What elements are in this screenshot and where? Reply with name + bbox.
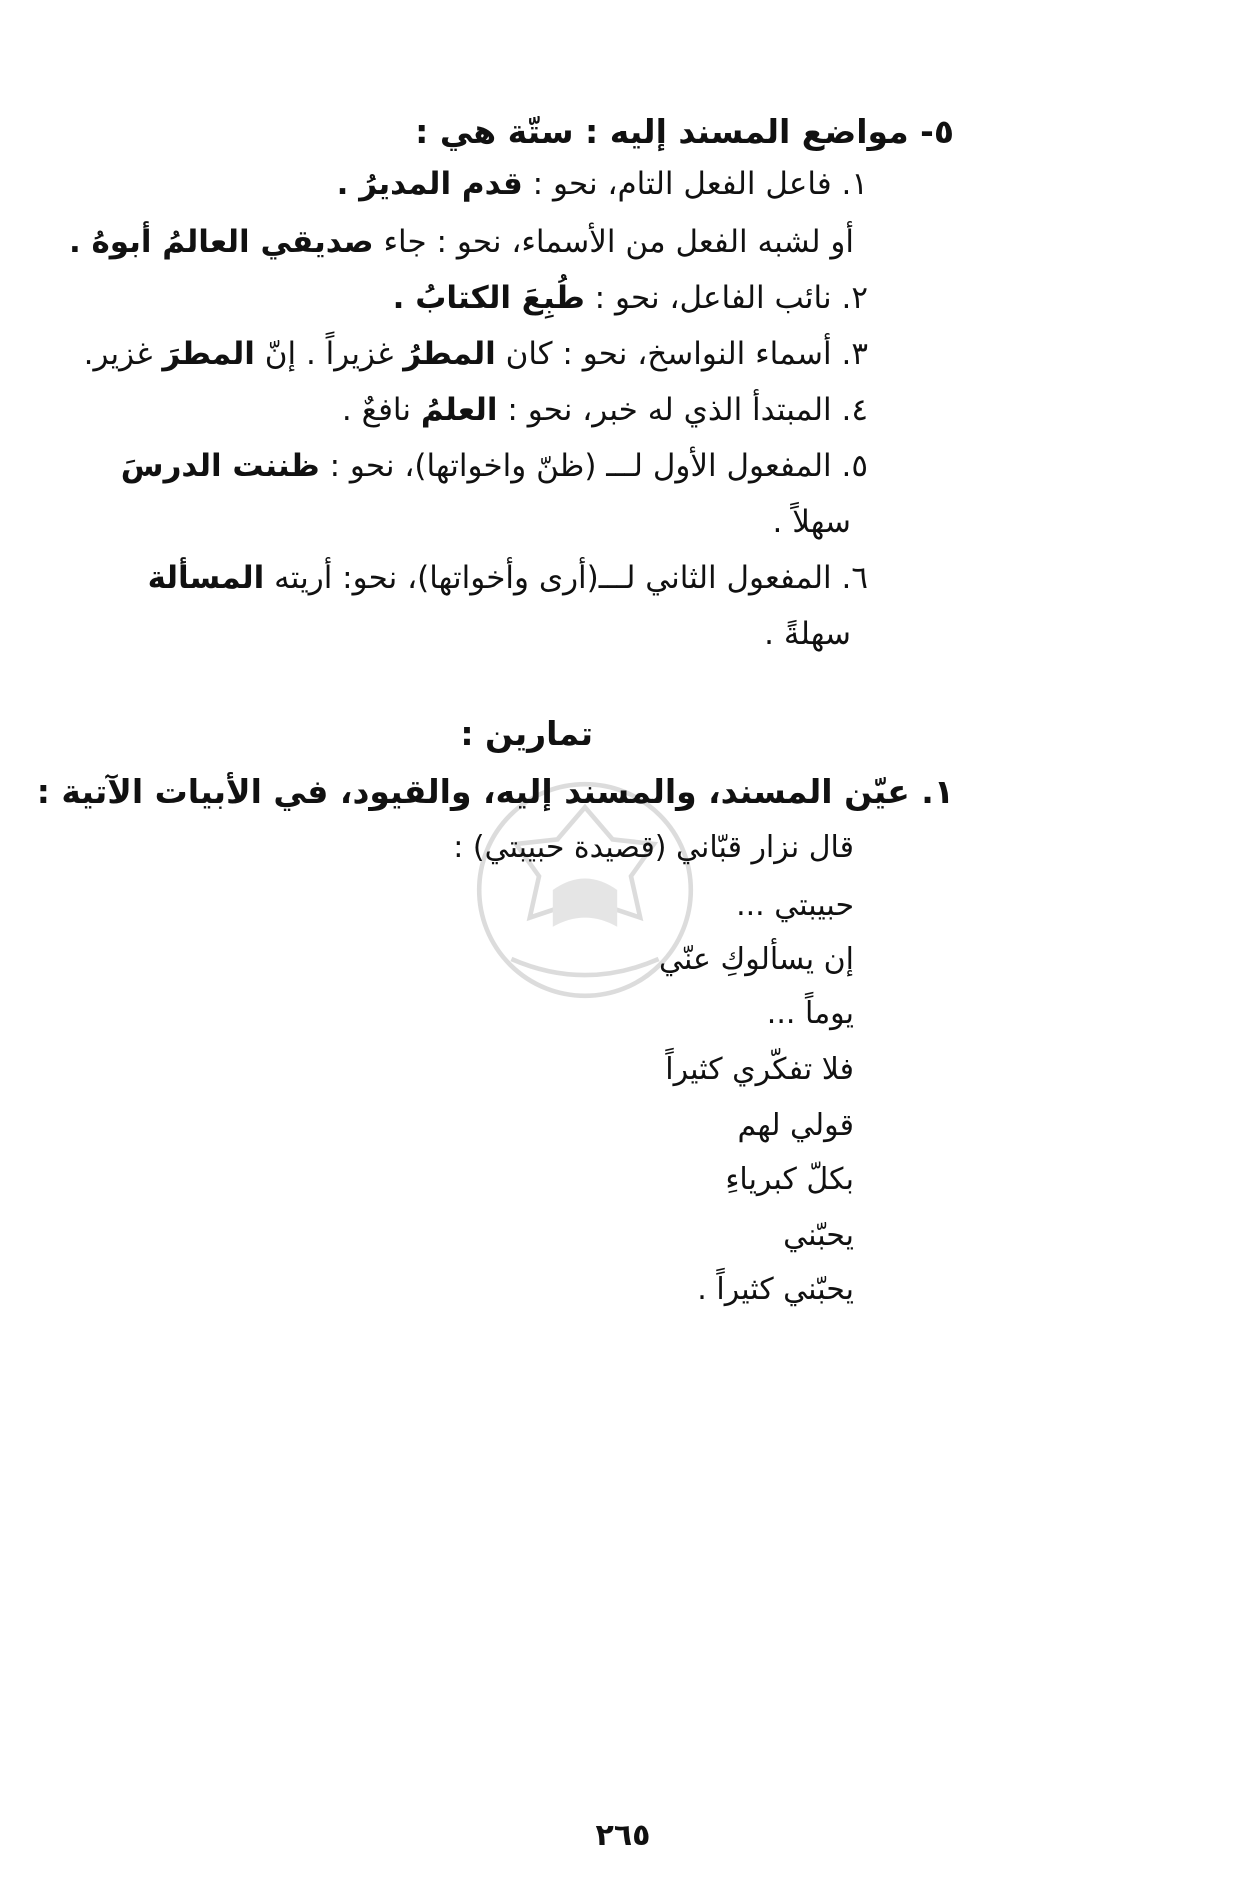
item-5-text: ٥. المفعول الأول لـــ (ظنّ واخواتها)، نحو : xyxy=(319,448,868,484)
poem-intro: قال نزار قبّاني (قصيدة حبيبتي) : xyxy=(453,830,854,865)
item-3-example-1: المطرُ xyxy=(403,336,496,372)
poem-line: يحبّني xyxy=(783,1218,854,1253)
item-6-example: المسألة xyxy=(147,560,265,596)
item-1-text: ١. فاعل الفعل التام، نحو : xyxy=(522,166,868,202)
item-3 xyxy=(84,336,868,373)
poem-line: يوماً ... xyxy=(766,996,854,1031)
item-1 xyxy=(337,166,868,203)
item-3-example-2: المطرَ xyxy=(162,336,255,372)
item-5-example: ظننت الدرسَ xyxy=(120,448,320,484)
item-3-text: ٣. أسماء النواسخ، نحو : كان xyxy=(495,336,868,372)
item-5-continuation: سهلاً . xyxy=(772,504,851,540)
page-number: ٢٦٥ xyxy=(595,1818,651,1853)
item-5 xyxy=(121,448,868,485)
section-heading: ٥- مواضع المسند إليه : ستّة هي : xyxy=(415,112,954,151)
item-1-example: قدم المديرُ . xyxy=(336,166,523,202)
item-6-text: ٦. المفعول الثاني لـــ(أرى وأخواتها)، نحو: أريته xyxy=(264,560,868,596)
item-6-continuation: سهلةً . xyxy=(764,616,851,652)
item-3-text-mid: غزيراً . إنّ xyxy=(254,336,404,372)
item-4-text: ٤. المبتدأ الذي له خبر، نحو : xyxy=(497,392,868,428)
poem-line: يحبّني كثيراً . xyxy=(697,1272,854,1307)
item-1-continuation xyxy=(69,224,854,261)
item-4 xyxy=(342,392,868,429)
item-6 xyxy=(148,560,868,597)
item-1-cont-example: صديقي العالمُ أبوهُ . xyxy=(68,224,374,260)
exercises-title: تمارين : xyxy=(460,714,593,753)
poem-line: حبيبتي ... xyxy=(736,888,854,923)
poem-line: إن يسألوكِ عنّي xyxy=(658,942,854,977)
item-4-text-tail: نافعٌ . xyxy=(341,392,421,428)
exercise-question-1: ١. عيّن المسند، والمسند إليه، والقيود، في الأبيات الآتية : xyxy=(36,772,954,811)
poem-line: قولي لهم xyxy=(737,1108,854,1143)
item-4-example: العلمُ xyxy=(420,392,498,428)
item-2-example: طُبِعَ الكتابُ . xyxy=(392,280,585,316)
item-1-cont-text: أو لشبه الفعل من الأسماء، نحو : جاء xyxy=(373,224,854,260)
poem-line: فلا تفكّري كثيراً xyxy=(665,1052,854,1087)
poem-line: بكلّ كبرياءِ xyxy=(725,1162,854,1197)
item-2-text: ٢. نائب الفاعل، نحو : xyxy=(584,280,868,316)
item-2 xyxy=(393,280,868,317)
item-3-text-tail: غزير. xyxy=(83,336,163,372)
